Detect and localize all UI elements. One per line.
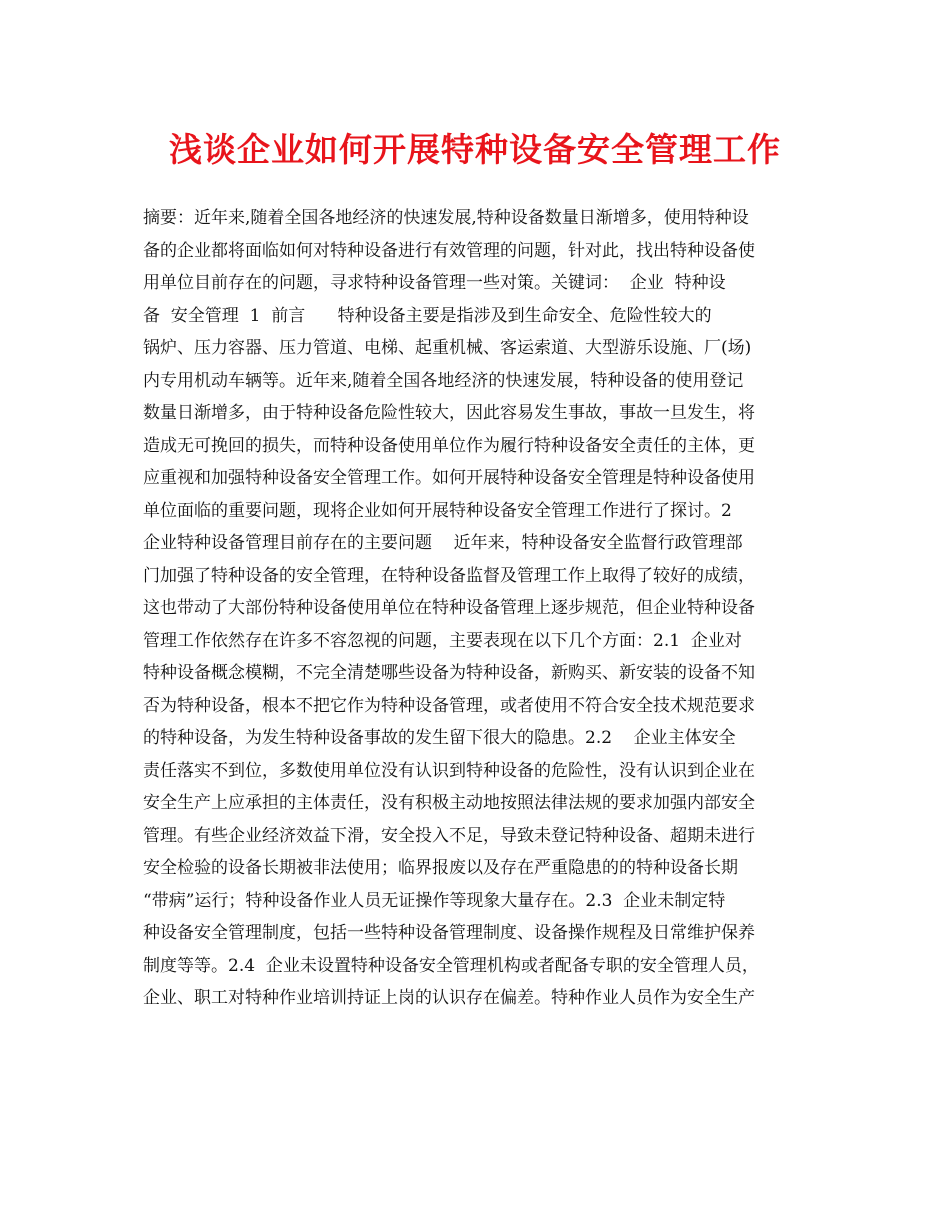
body-line: 内专用机动车辆等。近年来,随着全国各地经济的快速发展，特种设备的使用登记 (143, 370, 744, 391)
body-line: 的特种设备，为发生特种设备事故的发生留下很大的隐患。2.2 企业主体安全 (143, 728, 736, 748)
body-line: 这也带动了大部份特种设备使用单位在特种设备管理上逐步规范，但企业特种设备 (143, 598, 755, 618)
body-line: 安全生产上应承担的主体责任，没有积极主动地按照法律法规的要求加强内部安全 (143, 793, 755, 813)
body-line: 企业、职工对特种作业培训持证上岗的认识存在偏差。特种作业人员作为安全生产 (143, 988, 755, 1008)
body-line: 锅炉、压力容器、压力管道、电梯、起重机械、客运索道、大型游乐设施、厂(场) (143, 338, 752, 358)
body-line: 用单位目前存在的问题，寻求特种设备管理一些对策。关键词： 企业 特种设 (143, 273, 726, 293)
body-line: 种设备安全管理制度，包括一些特种设备管理制度、设备操作规程及日常维护保养 (143, 923, 755, 943)
body-line: 单位面临的重要问题，现将企业如何开展特种设备安全管理工作进行了探讨。2 (143, 500, 732, 521)
body-line: 门加强了特种设备的安全管理，在特种设备监督及管理工作上取得了较好的成绩， (143, 565, 755, 586)
body-line: 制度等等。2.4 企业未设置特种设备安全管理机构或者配备专职的安全管理人员， (143, 955, 759, 976)
body-line: 应重视和加强特种设备安全管理工作。如何开展特种设备安全管理是特种设备使用 (143, 468, 755, 488)
document-title: 浅谈企业如何开展特种设备安全管理工作 (169, 130, 781, 169)
body-line: 管理工作依然存在许多不容忽视的问题，主要表现在以下几个方面：2.1 企业对 (143, 630, 742, 651)
body-line: “带病”运行；特种设备作业人员无证操作等现象大量存在。2.3 企业未制定特 (143, 890, 726, 911)
body-line: 摘要：近年来,随着全国各地经济的快速发展,特种设备数量日渐增多，使用特种设 (143, 208, 749, 228)
body-line: 造成无可挽回的损失，而特种设备使用单位作为履行特种设备安全责任的主体，更 (143, 435, 755, 456)
body-line: 安全检验的设备长期被非法使用；临界报废以及存在严重隐患的的特种设备长期 (143, 858, 738, 878)
body-line: 责任落实不到位，多数使用单位没有认识到特种设备的危险性，没有认识到企业在 (143, 760, 755, 781)
body-line: 管理。有些企业经济效益下滑，安全投入不足，导致未登记特种设备、超期未进行 (143, 825, 755, 846)
body-line: 备 安全管理 1 前言 特种设备主要是指涉及到生命安全、危险性较大的 (143, 305, 712, 326)
document-body (143, 202, 823, 1015)
body-line: 特种设备概念模糊，不完全清楚哪些设备为特种设备，新购买、新安装的设备不知 (143, 663, 755, 683)
body-line: 备的企业都将面临如何对特种设备进行有效管理的问题，针对此，找出特种设备使 (143, 240, 755, 261)
body-line: 企业特种设备管理目前存在的主要问题 近年来，特种设备安全监督行政管理部 (143, 533, 743, 553)
body-line: 数量日渐增多，由于特种设备危险性较大，因此容易发生事故，事故一旦发生，将 (143, 403, 755, 423)
body-line: 否为特种设备，根本不把它作为特种设备管理，或者使用不符合安全技术规范要求 (143, 695, 755, 716)
